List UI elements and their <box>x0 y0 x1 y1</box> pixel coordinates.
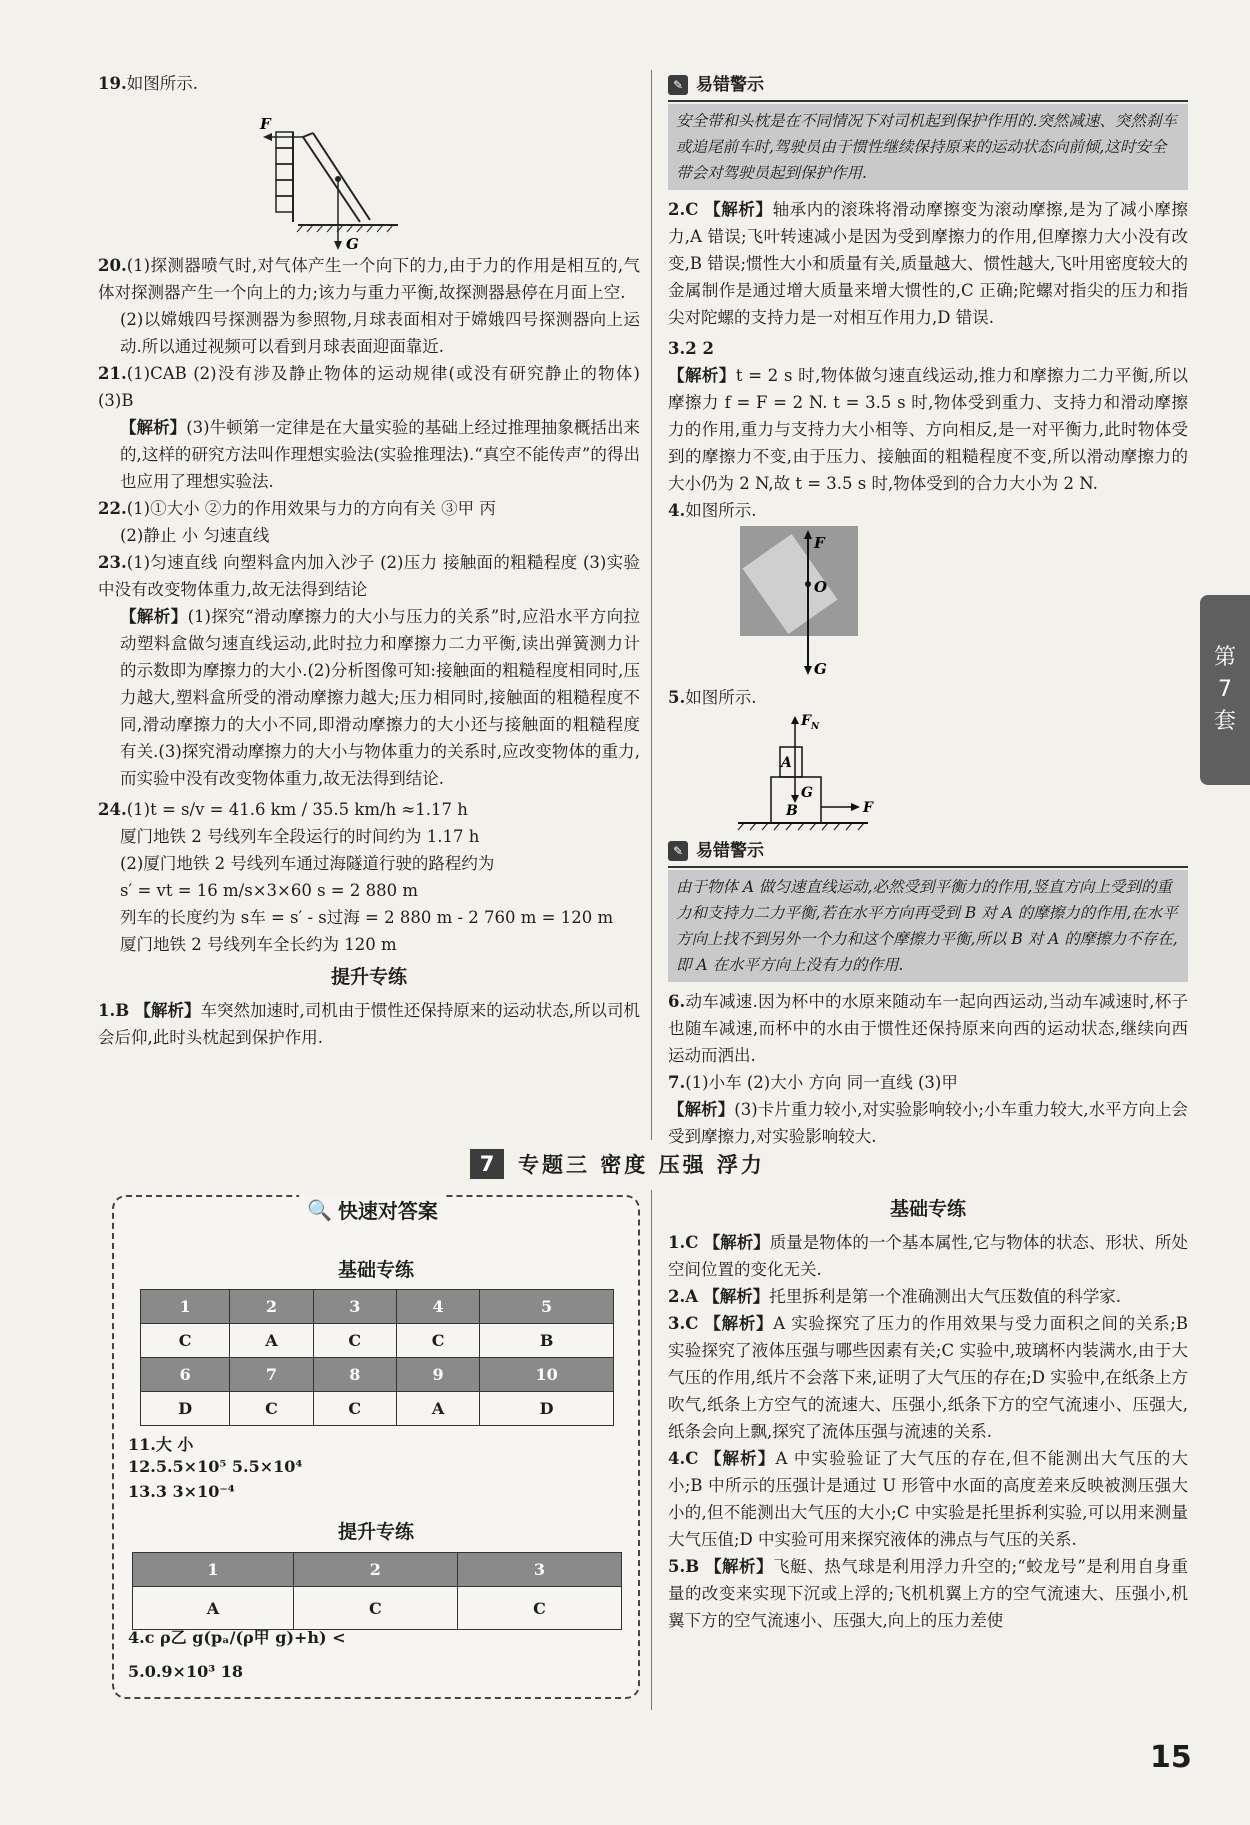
improve-q1: 1.B 【解析】车突然加速时,司机由于惯性还保持原来的运动状态,所以司机会后仰,此时头枕起到保护作用. <box>98 1001 640 1047</box>
section-title: 专题三 密度 压强 浮力 <box>518 1153 765 1177</box>
page-number: 15 <box>1150 1740 1192 1775</box>
fig4-label-O: O <box>814 578 828 596</box>
fig19-label-F: F <box>260 115 271 133</box>
r-q7-analysis: 【解析】(3)卡片重力较小,对实验影响较小;小车重力较大,水平方向上会受到摩擦力,对实验影响较大. <box>668 1100 1189 1146</box>
quick-improve-heading: 提升专练 <box>337 1521 414 1543</box>
q24-line3: (2)厦门地铁 2 号线列车通过海隧道行驶的路程约为 <box>120 854 495 873</box>
q22-part2: (2)静止 小 匀速直线 <box>120 526 270 545</box>
quick-answer-11: 11.大 小 <box>128 1435 194 1454</box>
r-q3: 3.2 2 <box>668 339 714 358</box>
quick-basic-heading: 基础专练 <box>337 1259 414 1281</box>
b-q1: 1.C 【解析】质量是物体的一个基本属性,它与物体的状态、形状、所处空间位置的变化无关. <box>668 1233 1189 1279</box>
warning-icon: ✎ <box>668 841 688 861</box>
r-q7: 7.(1)小车 (2)大小 方向 同一直线 (3)甲 <box>668 1073 958 1092</box>
improve-heading: 提升专练 <box>330 966 407 988</box>
fig4-label-F: F <box>814 534 825 552</box>
fig4-label-G: G <box>814 660 827 678</box>
quick-basic-table: 1 2 3 4 5 C A C C B 6 7 8 9 10 D C C A D <box>140 1289 614 1426</box>
q24-line2: 厦门地铁 2 号线列车全段运行的时间约为 1.17 h <box>120 827 480 846</box>
basic-practice-right <box>668 1190 1188 1634</box>
quick-answer-13: 13.3 3×10⁻⁴ <box>128 1482 235 1501</box>
quick-answer-12: 12.5.5×10⁵ 5.5×10⁴ <box>128 1457 303 1476</box>
q23: 23.(1)匀速直线 向塑料盒内加入沙子 (2)压力 接触面的粗糙程度 (3)实验中没有改变物体重力,故无法得到结论 <box>98 553 640 599</box>
warning-box-2: 由于物体 A 做匀速直线运动,必然受到平衡力的作用,竖直方向上受到的重力和支持力二力平衡,若在水平方向再受到 B 对 A 的摩擦力的作用,在水平方向上找不到另外一个力和这个摩擦力平衡,所以 B 对 A 的摩擦力不存在,即 A 在水平方向上没有力的作用. <box>668 870 1188 982</box>
r-q6: 6.动车减速.因为杯中的水原来随动车一起向西运动,当动车减速时,杯子也随车减速,而杯中的水由于惯性还保持原来向西的运动状态,继续向西运动而洒出. <box>668 992 1188 1065</box>
quick-answer-title: 🔍 快速对答案 <box>299 1195 446 1224</box>
q21: 21.(1)CAB (2)没有涉及静止物体的运动规律(或没有研究静止的物体) (3)B <box>98 364 640 410</box>
fig5-label-A: A <box>781 755 792 771</box>
fig5-label-B: B <box>786 803 798 819</box>
q24-line4: s′ = vt = 16 m/s×3×60 s = 2 880 m <box>120 881 419 900</box>
fig5-label-F: F <box>863 800 873 816</box>
fig5-label-FN: $F_N$ <box>801 713 820 732</box>
warning-icon: ✎ <box>668 75 688 95</box>
section-banner <box>470 1148 765 1180</box>
figure-4-battery <box>668 524 1188 684</box>
q19: 19.如图所示. <box>98 74 198 93</box>
r-q5: 5.如图所示. <box>668 688 757 707</box>
figure-19-ladder <box>98 97 640 252</box>
quick-improve-table: 1 2 3 A C C <box>132 1552 622 1630</box>
q21-analysis: 【解析】(3)牛顿第一定律是在大量实验的基础上经过推理抽象概括出来的,这样的研究方法叫作理想实验法(实验推理法).“真空不能传声”的得出也应用了理想实验法. <box>120 418 640 491</box>
b-q2: 2.A 【解析】托里拆利是第一个准确测出大气压数值的科学家. <box>668 1287 1122 1306</box>
side-tab-set-7: 第 7 套 <box>1200 595 1250 785</box>
r-q4: 4.如图所示. <box>668 501 757 520</box>
q20-part2: (2)以嫦娥四号探测器为参照物,月球表面相对于嫦娥四号探测器向上运动.所以通过视频可以看到月球表面迎面靠近. <box>120 310 640 356</box>
right-column <box>668 70 1188 1150</box>
b-q4: 4.C 【解析】A 中实验验证了大气压的存在,但不能测出大气压的大小;B 中所示的压强计是通过 U 形管中水面的高度差来反映被测压强大小的,但不能测出大气压的大小;C 中实验是托里拆利实验,可以用来测量大气压值;D 中实验可用来探究液体的沸点与气压的关系. <box>668 1449 1189 1549</box>
figure-5-blocks <box>668 711 1188 836</box>
quick-improve-answer-5: 5.0.9×10³ 18 <box>128 1662 244 1681</box>
fig5-label-G: G <box>801 785 813 801</box>
quick-answer-box <box>112 1195 640 1699</box>
warning-box-1: 安全带和头枕是在不同情况下对司机起到保护作用的.突然减速、突然刹车或追尾前车时,驾驶员由于惯性继续保持原来的运动状态向前倾,这时安全带会对驾驶员起到保护作用. <box>668 104 1188 190</box>
section-number: 7 <box>470 1149 504 1179</box>
q22: 22.(1)①大小 ②力的作用效果与力的方向有关 ③甲 丙 <box>98 499 496 518</box>
q24-line6: 厦门地铁 2 号线列车全长约为 120 m <box>120 935 397 954</box>
r-q3-analysis: 【解析】t = 2 s 时,物体做匀速直线运动,推力和摩擦力二力平衡,所以摩擦力 f = F = 2 N. t = 3.5 s 时,物体受到重力、支持力和滑动摩擦力的作用,重力与支持力大小相等、方向相反,是一对平衡力,此时物体受到的摩擦力不变,由于压力、接触面的粗糙程度不变,所以滑动摩擦力的大小仍为 2 N,故 t = 3.5 s 时,物体受到的合力大小为 2 N. <box>668 366 1188 493</box>
warning-header-2: ✎ 易错警示 <box>668 836 1188 868</box>
magnifier-icon: 🔍 <box>307 1197 332 1222</box>
q24: 24.(1)t = s/v = 41.6 km / 35.5 km/h ≈1.17 h <box>98 800 468 819</box>
column-divider <box>651 70 652 1140</box>
fig19-label-G: G <box>346 235 359 252</box>
b-q5: 5.B 【解析】飞艇、热气球是利用浮力升空的;“蛟龙号”是利用自身重量的改变来实现下沉或上浮的;飞机机翼上方的空气流速大、压强小,机翼下方的空气流速小、压强大,向上的压力差使 <box>668 1557 1189 1630</box>
quick-improve-answer-4: 4.c ρ乙 g(pₐ/(ρ甲 g)+h) < <box>128 1628 346 1647</box>
q20: 20.(1)探测器喷气时,对气体产生一个向下的力,由于力的作用是相互的,气体对探测器产生一个向上的力;该力与重力平衡,故探测器悬停在月面上空. <box>98 256 640 302</box>
column-divider-lower <box>651 1190 652 1710</box>
q23-analysis: 【解析】(1)探究“滑动摩擦力的大小与压力的关系”时,应沿水平方向拉动塑料盒做匀速直线运动,此时拉力和摩擦力二力平衡,读出弹簧测力计的示数即为摩擦力的大小.(2)分析图像可知:接触面的粗糙程度相同时,压力越大,塑料盒所受的滑动摩擦力越大;压力相同时,接触面的粗糙程度不同,滑动摩擦力的大小不同,即滑动摩擦力的大小还与接触面的粗糙程度有关.(3)探究滑动摩擦力的大小与物体重力的关系时,应改变物体的重力,而实验中没有改变物体重力,故无法得到结论. <box>120 607 640 788</box>
q24-line5: 列车的长度约为 s车 = s′ - s过海 = 2 880 m - 2 760 m = 120 m <box>120 908 614 927</box>
basic-heading: 基础专练 <box>889 1198 966 1220</box>
r-q2: 2.C 【解析】轴承内的滚珠将滑动摩擦变为滚动摩擦,是为了减小摩擦力,A 错误;飞叶转速减小是因为受到摩擦力的作用,但摩擦力大小没有改变,B 错误;惯性大小和质量有关,质量越大、惯性越大,飞叶用密度较大的金属制作是通过增大质量来增大惯性的,C 正确;陀螺对指尖的压力和指尖对陀螺的支持力是一对相互作用力,D 错误. <box>668 200 1189 327</box>
warning-header-1: ✎ 易错警示 <box>668 70 1188 102</box>
left-column <box>98 70 640 1051</box>
b-q3: 3.C 【解析】A 实验探究了压力的作用效果与受力面积之间的关系;B 实验探究了液体压强与哪些因素有关;C 实验中,玻璃杯内装满水,由于大气压的作用,纸片不会落下来,证明了大气压的存在;D 实验中,在纸条上方吹气,纸条上方空气的流速大、压强小,纸条下方的空气流速小、压强大,纸条会向上飘,探究了流体压强与流速的关系. <box>668 1314 1188 1441</box>
